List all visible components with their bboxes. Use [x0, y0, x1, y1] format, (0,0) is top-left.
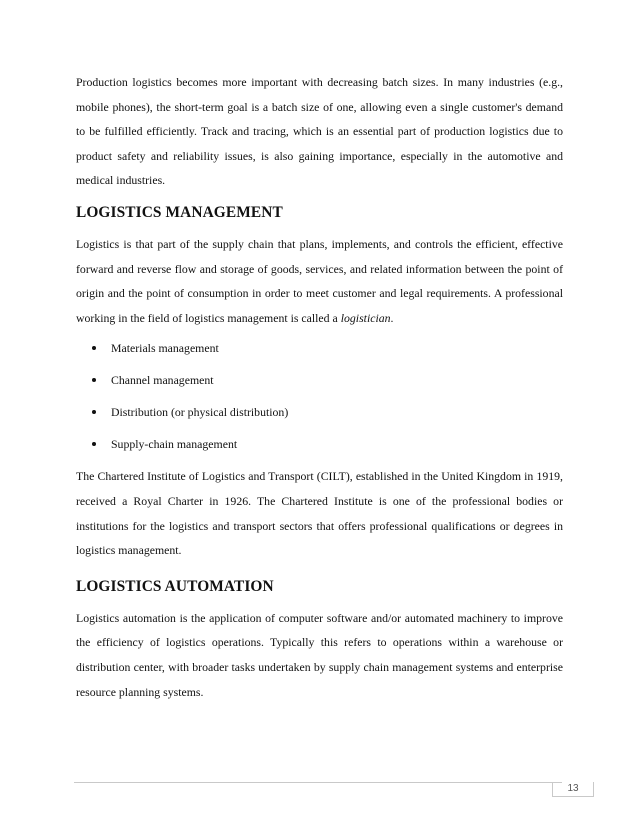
management-paragraph-end: .: [390, 310, 394, 325]
management-paragraph: [76, 232, 563, 330]
intro-paragraph: Production logistics becomes more important with decreasing batch sizes. In many industries (e.g., mobile phones), the short-term goal is a batch size of one, allowing even a single customer's demand to be fulfilled efficiently. Track and tracing, which is an essential part of production logistics due to product safety and reliability issues, is also gaining importance, especially in the automotive and medical industries.: [76, 75, 563, 188]
bullet-item: [76, 436, 563, 452]
bullet-item: [76, 372, 563, 388]
bullet-label: Distribution (or physical distribution): [111, 405, 289, 420]
section-heading-logistics-management: LOGISTICS MANAGEMENT: [76, 203, 283, 221]
automation-paragraph: Logistics automation is the application of computer software and/or automated machinery to improve the efficiency of logistics operations. Typically this refers to operations within a warehouse or distribution center, with broader tasks undertaken by supply chain management systems and enterprise resource planning systems.: [76, 610, 563, 699]
cilt-paragraph: The Chartered Institute of Logistics and Transport (CILT), established in the United Kingdom in 1919, received a Royal Charter in 1926. The Chartered Institute is one of the professional bodies or institutions for the logistics and transport sectors that offers professional qualifications or degrees in logistics management.: [76, 469, 563, 558]
bullet-dot-icon: [92, 410, 96, 414]
logistician-term: logistician: [340, 310, 391, 325]
footer-rule: [74, 782, 562, 783]
bullet-label: Channel management: [111, 373, 214, 388]
page-content: [76, 70, 563, 704]
bullet-dot-icon: [92, 378, 96, 382]
bullet-label: Materials management: [111, 341, 219, 356]
bullet-dot-icon: [92, 346, 96, 350]
management-bullet-list: [76, 340, 563, 452]
page-number: 13: [552, 782, 594, 797]
bullet-item: [76, 404, 563, 420]
bullet-dot-icon: [92, 442, 96, 446]
bullet-item: [76, 340, 563, 356]
section-heading-logistics-automation: LOGISTICS AUTOMATION: [76, 577, 274, 595]
management-paragraph-text: Logistics is that part of the supply chain that plans, implements, and controls the efficient, effective forward and reverse flow and storage of goods, services, and related information between the point of origin and the point of consumption in order to meet customer and legal requirements. A professional working in the field of logistics management is called a: [76, 236, 563, 325]
bullet-label: Supply-chain management: [111, 437, 238, 452]
